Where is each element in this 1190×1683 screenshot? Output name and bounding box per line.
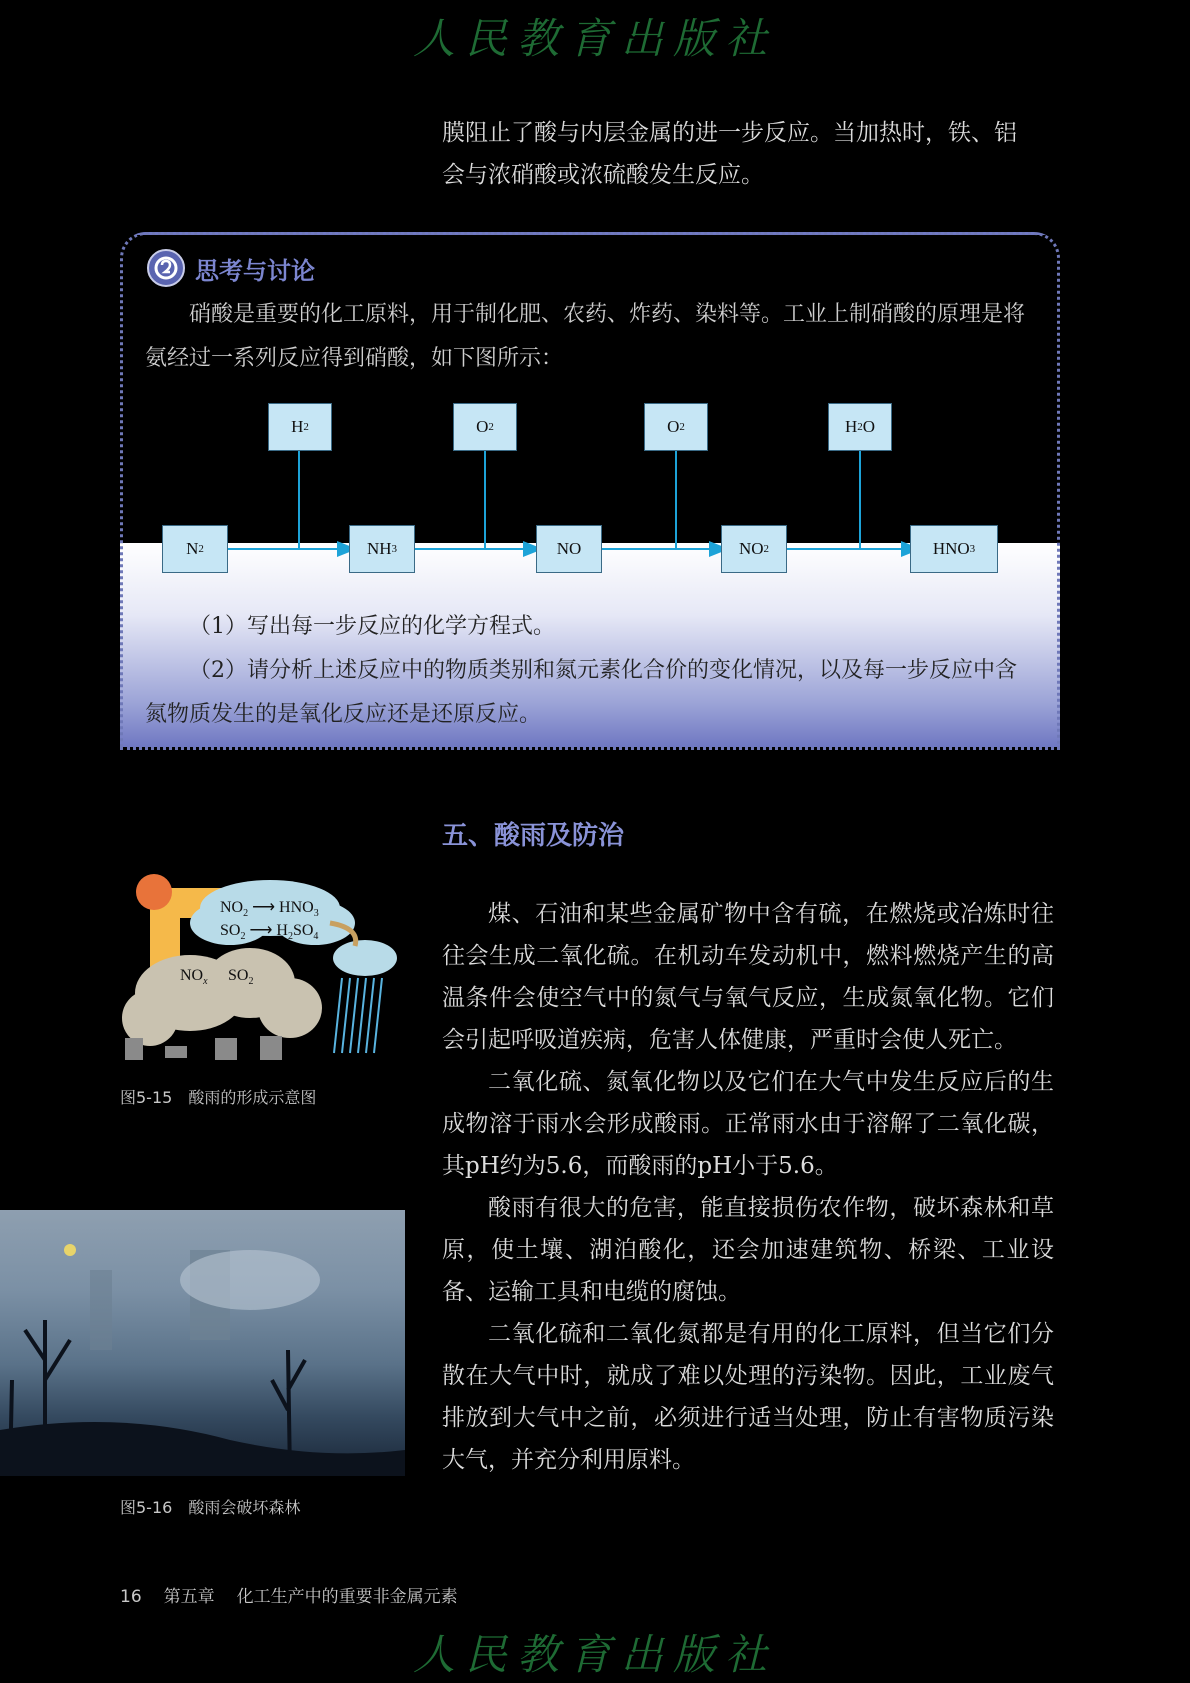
paragraph-4: 二氧化硫和二氧化氮都是有用的化工原料，但当它们分散在大气中时，就成了难以处理的污染物。因此，工业废气排放到大气中之前，必须进行适当处理，防止有害物质污染大气，并充分利用原料。	[442, 1321, 1054, 1473]
svg-text:SO2 ⟶ H2SO4: $SO_2$ ⟶ $H_2SO_4$	[220, 922, 319, 942]
publisher-logo-bottom: 人民教育出版社	[412, 1630, 777, 1679]
page-footer	[120, 1582, 480, 1607]
discussion-intro: 硝酸是重要的化工原料，用于制化肥、农药、炸药、染料等。工业上制硝酸的原理是将氨经过一系列反应得到硝酸，如下图所示：	[145, 302, 1026, 371]
house-icon	[215, 1038, 237, 1060]
figure-5-15-caption: 图5-15 酸雨的形成示意图	[120, 1088, 317, 1107]
reagent-o2-b: O 2	[644, 403, 708, 451]
sun-glow	[64, 1244, 76, 1256]
smoke-plume	[180, 1250, 320, 1310]
figure-forest-photo	[0, 1210, 405, 1476]
node-no: NO	[536, 525, 602, 573]
top-paragraph-line-1: 膜阻止了酸与内层金属的进一步反应。当加热时，铁、铝	[442, 120, 1017, 146]
acid-rain-diagram	[120, 868, 405, 1068]
paragraph-2: 二氧化硫、氮氧化物以及它们在大气中发生反应后的生成物溶于雨水会形成酸雨。正常雨水由于溶解了二氧化碳，其pH约为5.6，而酸雨的pH小于5.6。	[442, 1069, 1054, 1179]
publisher-logo-top: 人民教育出版社	[412, 14, 777, 63]
node-n2: N 2	[162, 525, 228, 573]
discussion-title: 思考与讨论	[195, 256, 315, 285]
rain-drops	[334, 978, 382, 1053]
top-paragraph-line-2: 会与浓硝酸或浓硫酸发生反应。	[442, 162, 764, 188]
figure-acid-rain-formation	[120, 868, 405, 1068]
section-title: 五、酸雨及防治	[442, 821, 625, 851]
reagent-h2o: H 2 O	[828, 403, 892, 451]
node-nh3: NH 3	[349, 525, 415, 573]
hill-silhouette	[0, 1422, 405, 1476]
sun-icon	[136, 874, 172, 910]
car-icon	[165, 1046, 187, 1058]
factory-icon	[125, 1038, 143, 1060]
svg-text:SO2: $SO_2$	[228, 967, 254, 987]
svg-text:NO2 ⟶ HNO3: $NO_2$ ⟶ $HNO_3$	[220, 899, 319, 919]
chapter-label: 第五章	[163, 1587, 215, 1607]
svg-text:NOx: $NO_x$	[180, 967, 208, 987]
top-paragraph	[442, 112, 1054, 196]
flow-arrows	[123, 235, 1057, 575]
rain-cloud	[333, 940, 397, 976]
chapter-title: 化工生产中的重要非金属元素	[236, 1587, 458, 1607]
node-no2: NO 2	[721, 525, 787, 573]
discussion-q1: （1）写出每一步反应的化学方程式。	[189, 614, 555, 639]
figure-5-16-caption: 图5-16 酸雨会破坏森林	[120, 1498, 301, 1517]
paragraph-3: 酸雨有很大的危害，能直接损伤农作物，破坏森林和草原，使土壤、湖泊酸化，还会加速建筑物、桥梁、工业设备、运输工具和电缆的腐蚀。	[442, 1195, 1054, 1305]
reagent-o2-a: O 2	[453, 403, 517, 451]
node-hno3: HNO 3	[910, 525, 998, 573]
power-plant-icon	[260, 1036, 282, 1060]
paragraph-1: 煤、石油和某些金属矿物中含有硫，在燃烧或冶炼时往往会生成二氧化硫。在机动车发动机中，燃料燃烧产生的高温条件会使空气中的氮气与氧气反应，生成氮氧化物。它们会引起呼吸道疾病，危害人体健康，严重时会使人死亡。	[442, 901, 1054, 1053]
smoke-cloud-right	[258, 978, 322, 1038]
discussion-box	[120, 232, 1060, 750]
page-number: 16	[120, 1587, 142, 1607]
reagent-h2: H 2	[268, 403, 332, 451]
section-body	[442, 893, 1054, 1481]
discussion-q2: （2）请分析上述反应中的物质类别和氮元素化合价的变化情况，以及每一步反应中含氮物质发生的是氧化反应还是还原反应。	[145, 658, 1017, 727]
